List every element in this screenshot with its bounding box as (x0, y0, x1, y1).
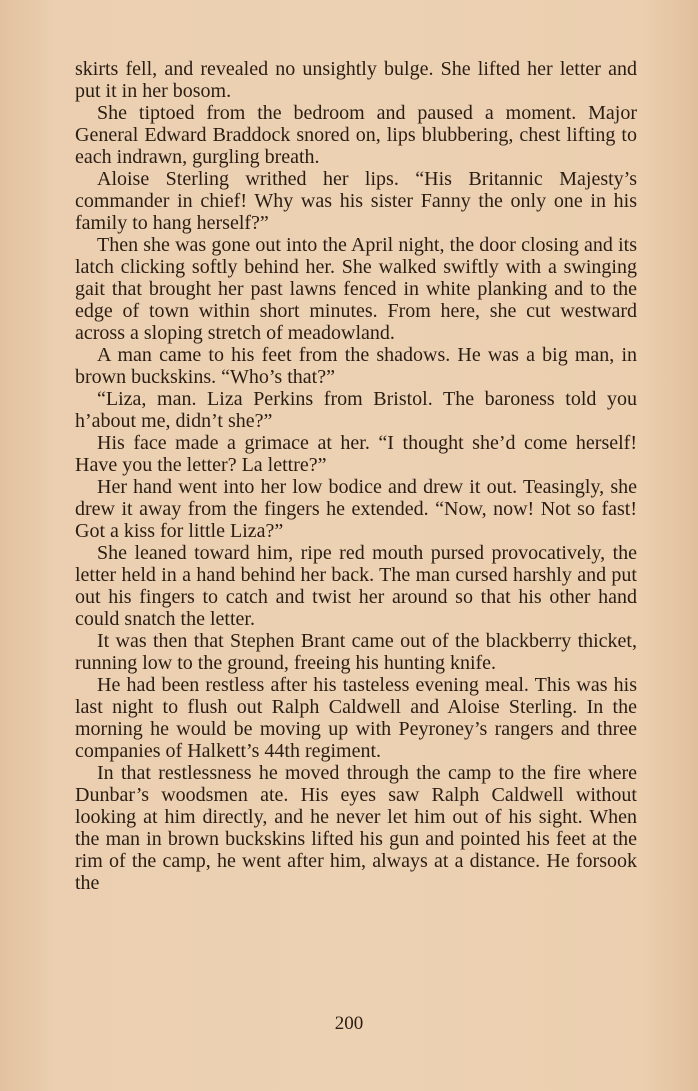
paragraph: She leaned toward him, ripe red mouth pursed provocatively, the letter held in a hand behind her back. The man cursed harshly and put out his fingers to catch and twist her around so that his other hand could snatch the letter. (75, 542, 637, 630)
page-number: 200 (334, 1013, 364, 1034)
paragraph: In that restlessness he moved through the camp to the fire where Dunbar’s woodsmen ate. His eyes saw Ralph Caldwell without looking at him directly, and he never let him out of his sight. When the man in brown buckskins lifted his gun and pointed his feet at the rim of the camp, he went after him, always at a distance. He forsook the (75, 762, 637, 894)
paragraph: He had been restless after his tasteless evening meal. This was his last night to flush out Ralph Caldwell and Aloise Sterling. In the morning he would be moving up with Peyroney’s rangers and three companies of Halkett’s 44th regiment. (75, 674, 637, 762)
paragraph: Then she was gone out into the April night, the door closing and its latch clicking softly behind her. She walked swiftly with a swinging gait that brought her past lawns fenced in white planking and to the edge of town within short minutes. From here, she cut westward across a sloping stretch of meadowland. (75, 234, 637, 344)
paragraph: She tiptoed from the bedroom and paused a moment. Major General Edward Braddock snored on, lips blubbering, chest lifting to each indrawn, gurgling breath. (75, 102, 637, 168)
paragraph: Her hand went into her low bodice and drew it out. Teasingly, she drew it away from the fingers he extended. “Now, now! Not so fast! Got a kiss for little Liza?” (75, 476, 637, 542)
paragraph: “Liza, man. Liza Perkins from Bristol. The baroness told you h’about me, didn’t she?” (75, 388, 637, 432)
paragraph: A man came to his feet from the shadows. He was a big man, in brown buckskins. “Who’s that?” (75, 344, 637, 388)
paragraph: Aloise Sterling writhed her lips. “His Britannic Majesty’s commander in chief! Why was his sister Fanny the only one in his family to hang herself?” (75, 168, 637, 234)
paragraph: It was then that Stephen Brant came out of the blackberry thicket, running low to the ground, freeing his hunting knife. (75, 630, 637, 674)
body-text (75, 58, 637, 894)
paragraph: His face made a grimace at her. “I thought she’d come herself! Have you the letter? La lettre?” (75, 432, 637, 476)
paragraph: skirts fell, and revealed no unsightly bulge. She lifted her letter and put it in her bosom. (75, 58, 637, 102)
